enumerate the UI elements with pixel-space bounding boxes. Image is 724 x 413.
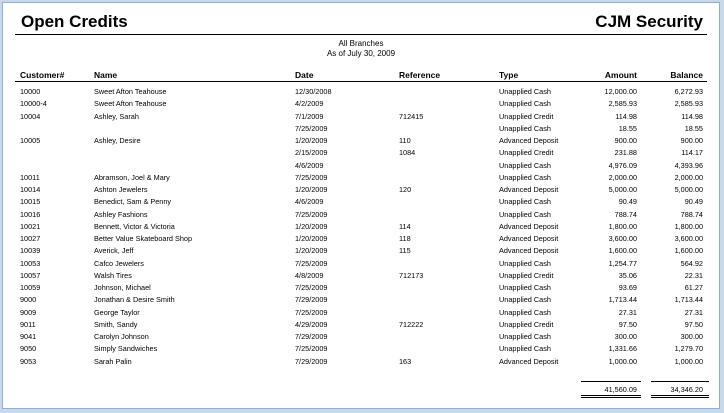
cell-reference: 1084	[399, 148, 416, 158]
cell-date: 1/20/2009	[295, 221, 328, 231]
cell-balance: 5,000.00	[674, 185, 703, 194]
amount-total-rule	[581, 381, 641, 382]
cell-customer: 9009	[20, 307, 37, 317]
cell-balance: 6,272.93	[674, 87, 703, 96]
company-name: CJM Security	[595, 12, 703, 31]
cell-reference: 712415	[399, 111, 424, 121]
cell-type: Unapplied Cash	[499, 307, 551, 317]
cell-date: 1/20/2009	[295, 136, 328, 145]
cell-name: Ashley, Desire	[94, 136, 141, 145]
cell-date: 4/6/2009	[295, 160, 324, 170]
cell-type: Advanced Deposit	[499, 221, 559, 231]
table-row	[3, 161, 719, 173]
table-row	[3, 332, 719, 344]
cell-customer: 10027	[20, 234, 41, 243]
cell-reference: 712173	[399, 270, 424, 280]
cell-reference: 712222	[399, 319, 424, 329]
column-header-date: Date	[295, 70, 314, 80]
table-row	[3, 87, 719, 99]
cell-amount: 35.06	[618, 270, 637, 280]
cell-balance: 90.49	[684, 197, 703, 207]
branch-filter-line: All Branches	[338, 39, 384, 48]
cell-customer: 10015	[20, 197, 41, 207]
cell-amount: 12,000.00	[604, 87, 637, 96]
cell-customer: 10057	[20, 270, 41, 280]
title-divider	[15, 34, 707, 35]
cell-name: Johnson, Michael	[94, 283, 151, 292]
column-header-customer: Customer#	[20, 70, 65, 80]
cell-date: 12/30/2008	[295, 87, 332, 96]
cell-customer: 10014	[20, 185, 41, 194]
cell-reference: 114	[399, 221, 411, 231]
table-row	[3, 357, 719, 369]
table-row	[3, 271, 719, 283]
cell-customer: 9000	[20, 295, 37, 305]
cell-amount: 1,254.77	[608, 258, 637, 268]
cell-name: Bennett, Victor & Victoria	[94, 221, 175, 231]
cell-amount: 5,000.00	[608, 185, 637, 194]
cell-type: Unapplied Cash	[499, 160, 551, 170]
cell-type: Unapplied Credit	[499, 148, 554, 158]
table-row	[3, 259, 719, 271]
cell-date: 7/25/2009	[295, 172, 328, 182]
cell-date: 7/1/2009	[295, 111, 324, 121]
cell-customer: 9041	[20, 332, 37, 341]
cell-balance: 2,585.93	[674, 99, 703, 109]
cell-customer: 10021	[20, 221, 41, 231]
cell-date: 7/25/2009	[295, 123, 328, 133]
table-row	[3, 210, 719, 222]
cell-reference: 110	[399, 136, 411, 145]
cell-name: Sarah Palin	[94, 356, 132, 366]
table-row	[3, 320, 719, 332]
cell-customer: 10005	[20, 136, 41, 145]
cell-reference: 120	[399, 185, 412, 194]
cell-balance: 4,393.96	[674, 160, 703, 170]
cell-name: Cafco Jewelers	[94, 258, 144, 268]
cell-amount: 2,585.93	[608, 99, 637, 109]
cell-amount: 3,600.00	[608, 234, 637, 243]
cell-balance: 18.55	[684, 123, 703, 133]
cell-customer: 10053	[20, 258, 41, 268]
cell-balance: 1,279.70	[674, 344, 703, 354]
cell-type: Advanced Deposit	[499, 234, 559, 243]
cell-date: 7/25/2009	[295, 258, 328, 268]
cell-name: Benedict, Sam & Penny	[94, 197, 172, 207]
cell-customer: 9050	[20, 344, 37, 354]
cell-date: 4/29/2009	[295, 319, 328, 329]
cell-date: 7/25/2009	[295, 307, 328, 317]
cell-balance: 97.50	[684, 319, 703, 329]
cell-date: 1/20/2009	[295, 234, 328, 243]
cell-type: Advanced Deposit	[499, 246, 559, 256]
cell-type: Unapplied Cash	[499, 344, 551, 354]
balance-double-rule-1	[651, 395, 709, 396]
column-header-amount: Amount	[604, 70, 637, 80]
cell-amount: 788.74	[614, 209, 637, 219]
cell-customer: 10016	[20, 209, 41, 219]
cell-type: Unapplied Credit	[499, 111, 554, 121]
cell-amount: 2,000.00	[608, 172, 637, 182]
cell-type: Unapplied Credit	[499, 270, 554, 280]
cell-balance: 1,713.44	[674, 295, 703, 305]
cell-type: Unapplied Cash	[499, 87, 551, 96]
cell-name: Abramson, Joel & Mary	[94, 172, 170, 182]
report-page	[2, 2, 720, 409]
cell-name: Jonathan & Desire Smith	[94, 295, 175, 305]
balance-total-rule	[651, 381, 709, 382]
cell-balance: 22.31	[684, 270, 703, 280]
cell-name: Smith, Sandy	[94, 319, 138, 329]
cell-type: Advanced Deposit	[499, 136, 559, 145]
cell-balance: 61.27	[684, 283, 703, 292]
cell-balance: 900.00	[680, 136, 703, 145]
cell-type: Advanced Deposit	[499, 185, 559, 194]
report-title: Open Credits	[21, 12, 128, 31]
cell-name: Better Value Skateboard Shop	[94, 234, 193, 243]
table-row	[3, 173, 719, 185]
table-row	[3, 308, 719, 320]
cell-date: 7/25/2009	[295, 209, 328, 219]
table-row	[3, 99, 719, 111]
header-underline	[15, 81, 707, 82]
cell-type: Unapplied Cash	[499, 258, 551, 268]
cell-type: Unapplied Credit	[499, 319, 554, 329]
cell-customer: 10004	[20, 111, 41, 121]
cell-name: Ashley Fashions	[94, 209, 148, 219]
table-row	[3, 295, 719, 307]
cell-reference: 118	[399, 234, 411, 243]
table-row	[3, 112, 719, 124]
cell-balance: 114.98	[681, 111, 703, 121]
cell-type: Unapplied Cash	[499, 295, 551, 305]
table-row	[3, 197, 719, 209]
table-row	[3, 222, 719, 234]
cell-type: Advanced Deposit	[499, 356, 559, 366]
table-row	[3, 148, 719, 160]
cell-customer: 10000-4	[20, 99, 47, 109]
cell-name: Carolyn Johnson	[94, 332, 149, 341]
cell-amount: 4,976.09	[608, 160, 637, 170]
column-header-balance: Balance	[670, 70, 703, 80]
cell-date: 4/8/2009	[295, 270, 324, 280]
cell-balance: 1,600.00	[674, 246, 703, 256]
table-row	[3, 344, 719, 356]
cell-amount: 93.69	[618, 283, 637, 292]
cell-amount: 114.98	[615, 111, 637, 121]
cell-date: 2/15/2009	[295, 148, 328, 158]
cell-customer: 10039	[20, 246, 41, 256]
cell-date: 7/29/2009	[295, 356, 328, 366]
cell-customer: 10059	[20, 283, 41, 292]
cell-type: Unapplied Cash	[499, 172, 551, 182]
cell-reference: 163	[399, 356, 412, 366]
cell-name: Ashley, Sarah	[94, 111, 139, 121]
cell-customer: 10000	[20, 87, 41, 96]
cell-amount: 1,331.66	[608, 344, 637, 354]
cell-date: 1/20/2009	[295, 185, 328, 194]
cell-name: Sweet Afton Teahouse	[94, 99, 167, 109]
table-row	[3, 234, 719, 246]
cell-amount: 90.49	[618, 197, 637, 207]
cell-balance: 788.74	[680, 209, 703, 219]
cell-name: Walsh Tires	[94, 270, 132, 280]
table-row	[3, 283, 719, 295]
cell-date: 4/6/2009	[295, 197, 324, 207]
cell-customer: 9011	[20, 319, 36, 329]
cell-type: Unapplied Cash	[499, 209, 551, 219]
cell-name: Simply Sandwiches	[94, 344, 158, 354]
cell-amount: 1,600.00	[608, 246, 637, 256]
cell-date: 7/25/2009	[295, 344, 328, 354]
cell-type: Unapplied Cash	[499, 283, 551, 292]
cell-balance: 300.00	[680, 332, 703, 341]
amount-double-rule-2	[581, 397, 641, 398]
cell-name: George Taylor	[94, 307, 140, 317]
cell-date: 1/20/2009	[295, 246, 328, 256]
cell-balance: 27.31	[684, 307, 703, 317]
column-header-reference: Reference	[399, 70, 441, 80]
cell-date: 7/25/2009	[295, 283, 328, 292]
cell-amount: 1,800.00	[608, 221, 637, 231]
cell-name: Ashton Jewelers	[94, 185, 148, 194]
column-header-type: Type	[499, 70, 519, 80]
cell-amount: 1,000.00	[608, 356, 637, 366]
cell-reference: 115	[399, 246, 411, 256]
cell-type: Unapplied Cash	[499, 332, 551, 341]
cell-date: 7/29/2009	[295, 332, 328, 341]
table-row	[3, 185, 719, 197]
cell-name: Sweet Afton Teahouse	[94, 87, 167, 96]
cell-amount: 900.00	[614, 136, 637, 145]
amount-double-rule-1	[581, 395, 641, 396]
table-row	[3, 136, 719, 148]
cell-customer: 10011	[20, 172, 40, 182]
cell-amount: 27.31	[618, 307, 637, 317]
cell-balance: 1,800.00	[674, 221, 703, 231]
cell-type: Unapplied Cash	[499, 99, 551, 109]
cell-amount: 231.88	[614, 148, 637, 158]
as-of-date-line: As of July 30, 2009	[326, 49, 396, 58]
total-balance: 34,346.20	[670, 385, 703, 394]
cell-type: Unapplied Cash	[499, 197, 551, 207]
cell-customer: 9053	[20, 356, 37, 366]
table-row	[3, 124, 719, 136]
cell-date: 7/29/2009	[295, 295, 328, 305]
total-amount: 41,560.09	[604, 385, 637, 394]
cell-amount: 1,713.44	[608, 295, 637, 305]
cell-name: Averick, Jeff	[94, 246, 134, 256]
cell-balance: 564.92	[680, 258, 703, 268]
cell-amount: 18.55	[618, 123, 637, 133]
cell-amount: 97.50	[618, 319, 637, 329]
cell-date: 4/2/2009	[295, 99, 324, 109]
cell-balance: 114.17	[681, 148, 703, 158]
table-row	[3, 246, 719, 258]
cell-amount: 300.00	[614, 332, 637, 341]
cell-balance: 2,000.00	[674, 172, 703, 182]
cell-balance: 1,000.00	[674, 356, 703, 366]
column-header-name: Name	[94, 70, 118, 80]
cell-balance: 3,600.00	[674, 234, 703, 243]
cell-type: Unapplied Cash	[499, 123, 551, 133]
balance-double-rule-2	[651, 397, 709, 398]
